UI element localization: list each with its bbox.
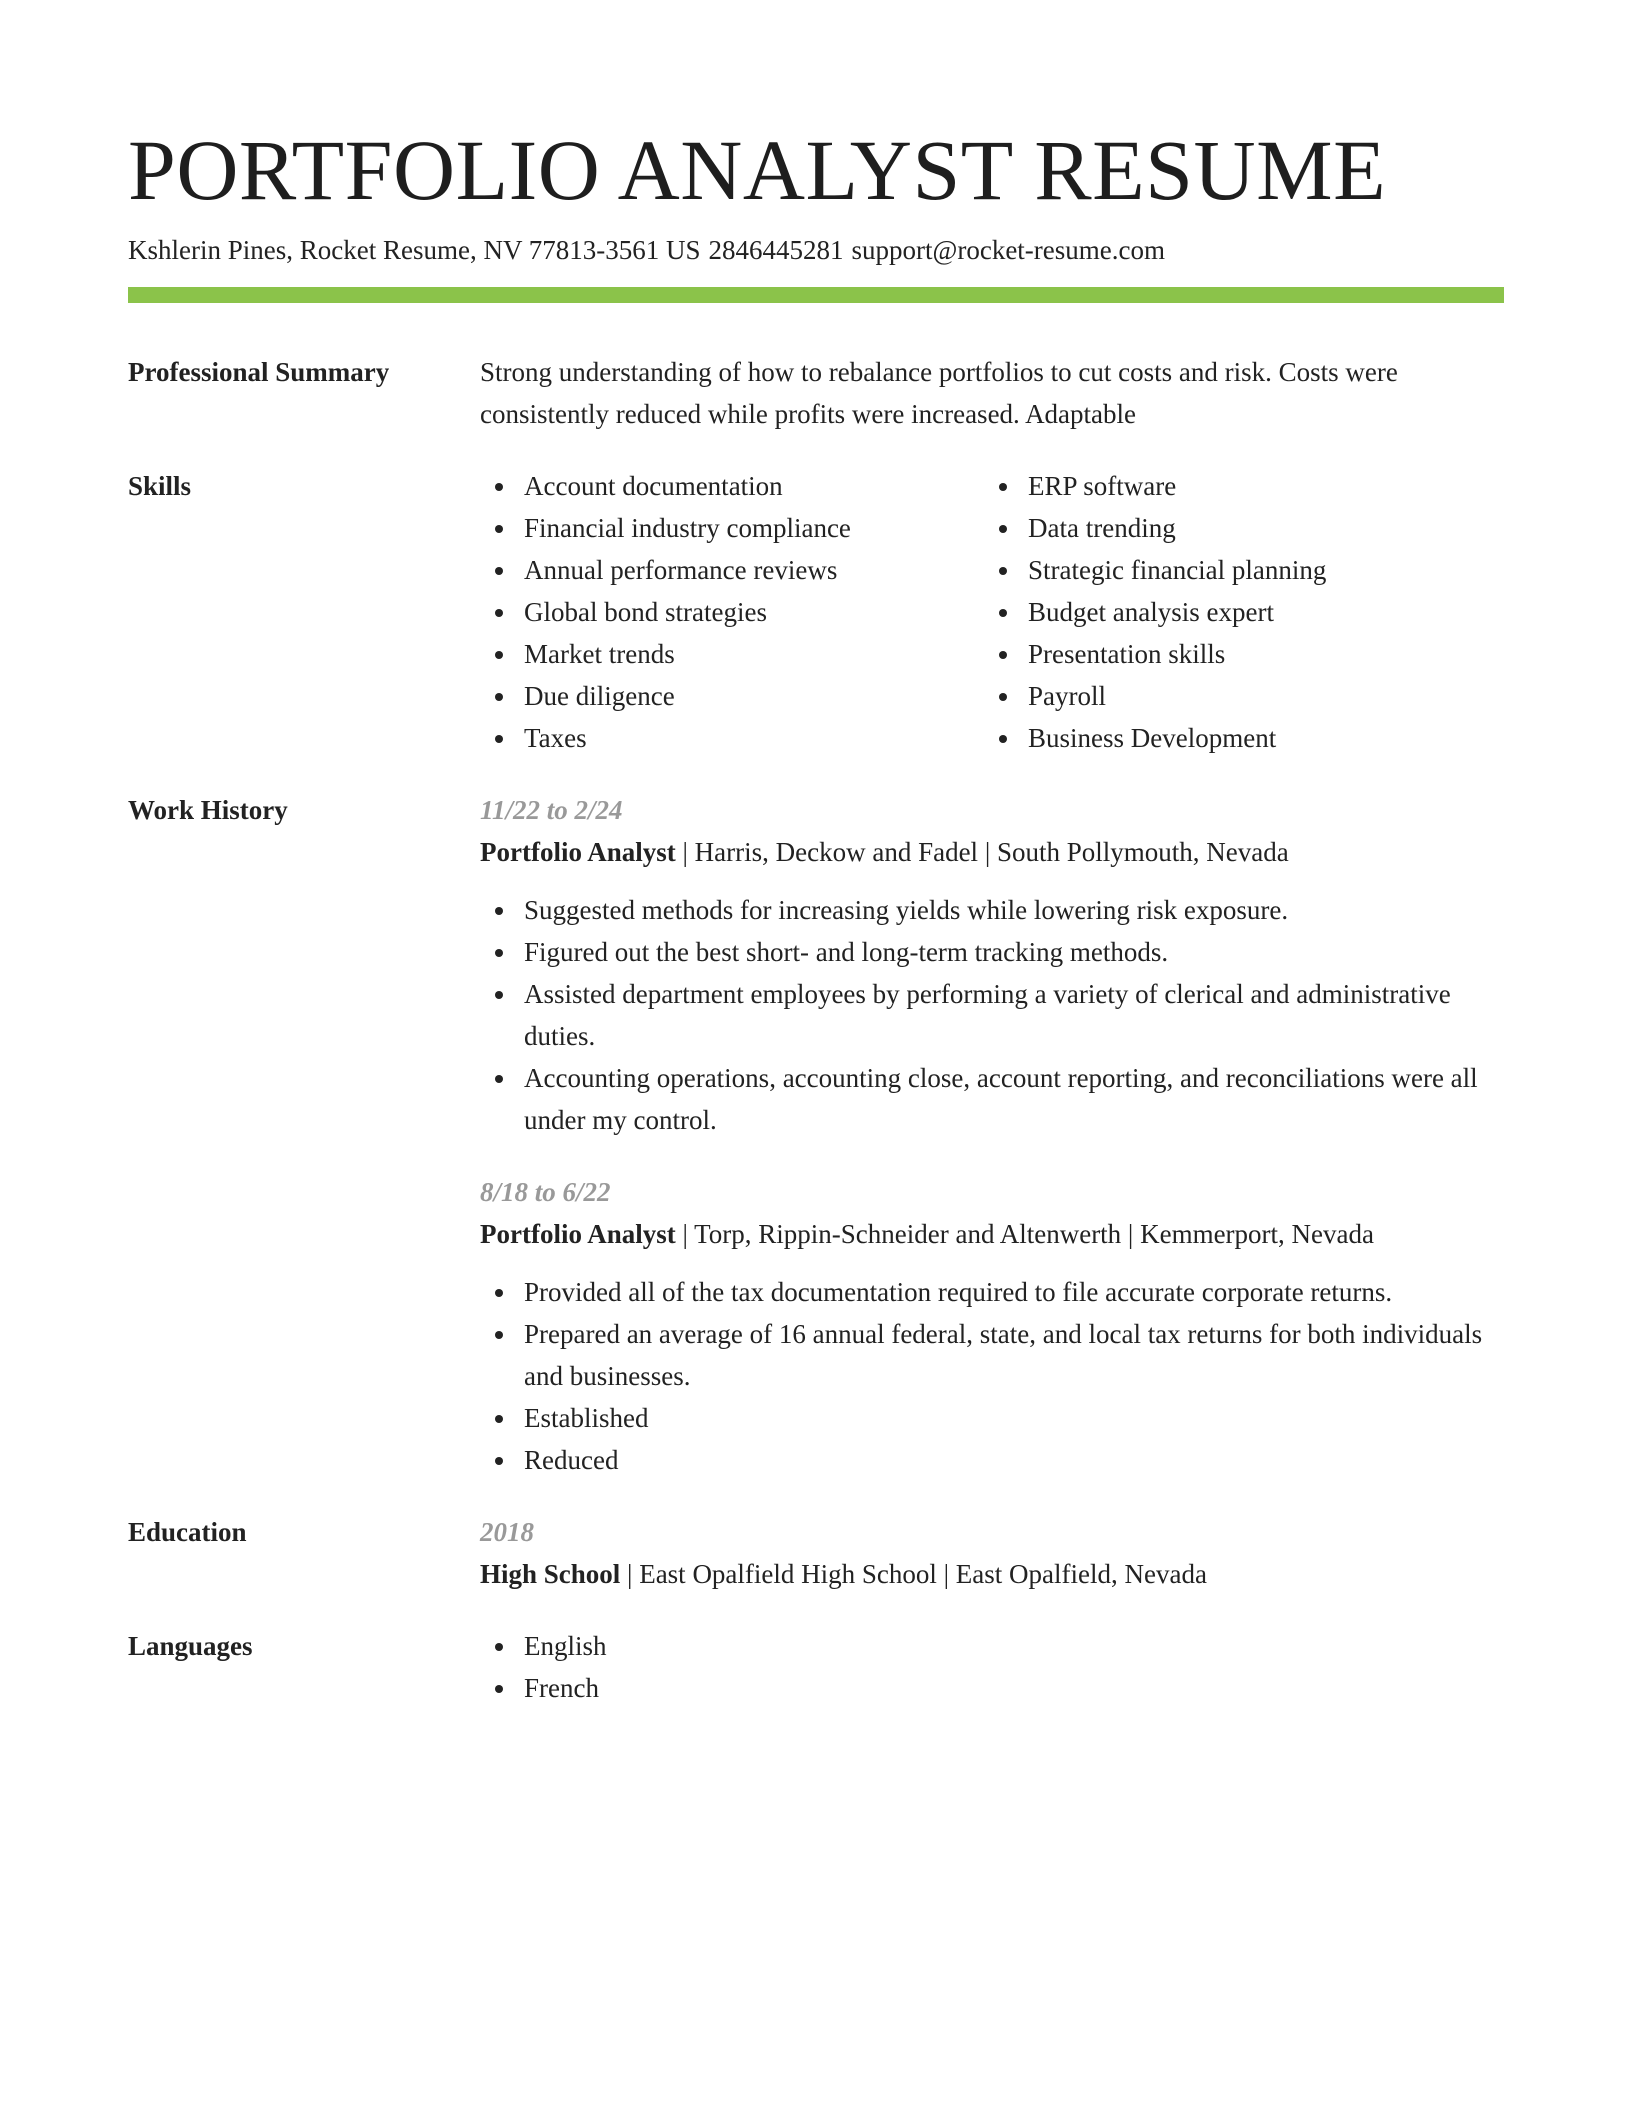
- section-work-history: [128, 789, 1504, 1481]
- language-item: French: [480, 1667, 1504, 1709]
- contact-email[interactable]: support@rocket-resume.com: [851, 235, 1166, 265]
- section-label-education: Education: [128, 1517, 247, 1547]
- summary-text: Strong understanding of how to rebalance portfolios to cut costs and risk. Costs were consistently reduced while profits were increased. Adaptable: [480, 357, 1398, 429]
- skill-item: Due diligence: [480, 675, 984, 717]
- section-education: [128, 1511, 1504, 1595]
- job-bullet: Reduced: [480, 1439, 1504, 1481]
- section-languages: [128, 1625, 1504, 1709]
- section-skills: [128, 465, 1504, 759]
- skill-item: Annual performance reviews: [480, 549, 984, 591]
- skills-column-left: [480, 465, 984, 759]
- job-bullet: Figured out the best short- and long-term tracking methods.: [480, 931, 1504, 973]
- skills-list-right: [984, 465, 1488, 759]
- skill-item: Taxes: [480, 717, 984, 759]
- work-history-content: [480, 789, 1504, 1481]
- job-title: Portfolio Analyst: [480, 837, 676, 867]
- job-dates: 8/18 to 6/22: [480, 1177, 611, 1207]
- job-bullets: [480, 1271, 1504, 1481]
- skills-columns: [480, 465, 1504, 759]
- skill-item: Business Development: [984, 717, 1488, 759]
- job-bullet: Suggested methods for increasing yields while lowering risk exposure.: [480, 889, 1504, 931]
- education-content: [480, 1511, 1504, 1595]
- job-details: | Torp, Rippin-Schneider and Altenwerth | Kemmerport, Nevada: [675, 1219, 1374, 1249]
- job-bullet: Established: [480, 1397, 1504, 1439]
- skill-item: Strategic financial planning: [984, 549, 1488, 591]
- resume-title: PORTFOLIO ANALYST RESUME: [128, 122, 1387, 218]
- section-label-summary: Professional Summary: [128, 357, 390, 387]
- language-item: English: [480, 1625, 1504, 1667]
- job-dates: 11/22 to 2/24: [480, 795, 623, 825]
- skill-item: Global bond strategies: [480, 591, 984, 633]
- job-bullet: Prepared an average of 16 annual federal, state, and local tax returns for both individuals and businesses.: [480, 1313, 1504, 1397]
- job-header: [480, 831, 1504, 873]
- skill-item: Data trending: [984, 507, 1488, 549]
- job-entry: [480, 789, 1504, 1141]
- section-label-skills: Skills: [128, 471, 192, 501]
- job-bullet: Assisted department employees by performing a variety of clerical and administrative duties.: [480, 973, 1504, 1057]
- skill-item: Budget analysis expert: [984, 591, 1488, 633]
- skill-item: ERP software: [984, 465, 1488, 507]
- contact-phone: 2846445281: [708, 235, 844, 265]
- education-year: 2018: [480, 1517, 534, 1547]
- contact-line: [128, 232, 1504, 268]
- skill-item: Financial industry compliance: [480, 507, 984, 549]
- job-bullets: [480, 889, 1504, 1141]
- section-professional-summary: [128, 351, 1504, 435]
- section-label-languages: Languages: [128, 1631, 253, 1661]
- job-header: [480, 1213, 1504, 1255]
- job-bullet: Accounting operations, accounting close, account reporting, and reconciliations were all under my control.: [480, 1057, 1504, 1141]
- languages-list: [480, 1625, 1504, 1709]
- languages-content: [480, 1625, 1504, 1709]
- contact-address: Kshlerin Pines, Rocket Resume, NV 77813-3561 US: [128, 235, 701, 265]
- education-header: [480, 1553, 1504, 1595]
- skills-column-right: [984, 465, 1488, 759]
- skill-item: Market trends: [480, 633, 984, 675]
- job-title: Portfolio Analyst: [480, 1219, 676, 1249]
- job-bullet: Provided all of the tax documentation required to file accurate corporate returns.: [480, 1271, 1504, 1313]
- education-details: | East Opalfield High School | East Opalfield, Nevada: [620, 1559, 1207, 1589]
- job-details: | Harris, Deckow and Fadel | South Pollymouth, Nevada: [675, 837, 1289, 867]
- job-entry: [480, 1171, 1504, 1481]
- skill-item: Account documentation: [480, 465, 984, 507]
- resume-page: [128, 118, 1504, 1709]
- education-degree: High School: [480, 1559, 621, 1589]
- header-divider: [128, 287, 1504, 303]
- section-label-work-history: Work History: [128, 795, 288, 825]
- skill-item: Presentation skills: [984, 633, 1488, 675]
- skills-list-left: [480, 465, 984, 759]
- skill-item: Payroll: [984, 675, 1488, 717]
